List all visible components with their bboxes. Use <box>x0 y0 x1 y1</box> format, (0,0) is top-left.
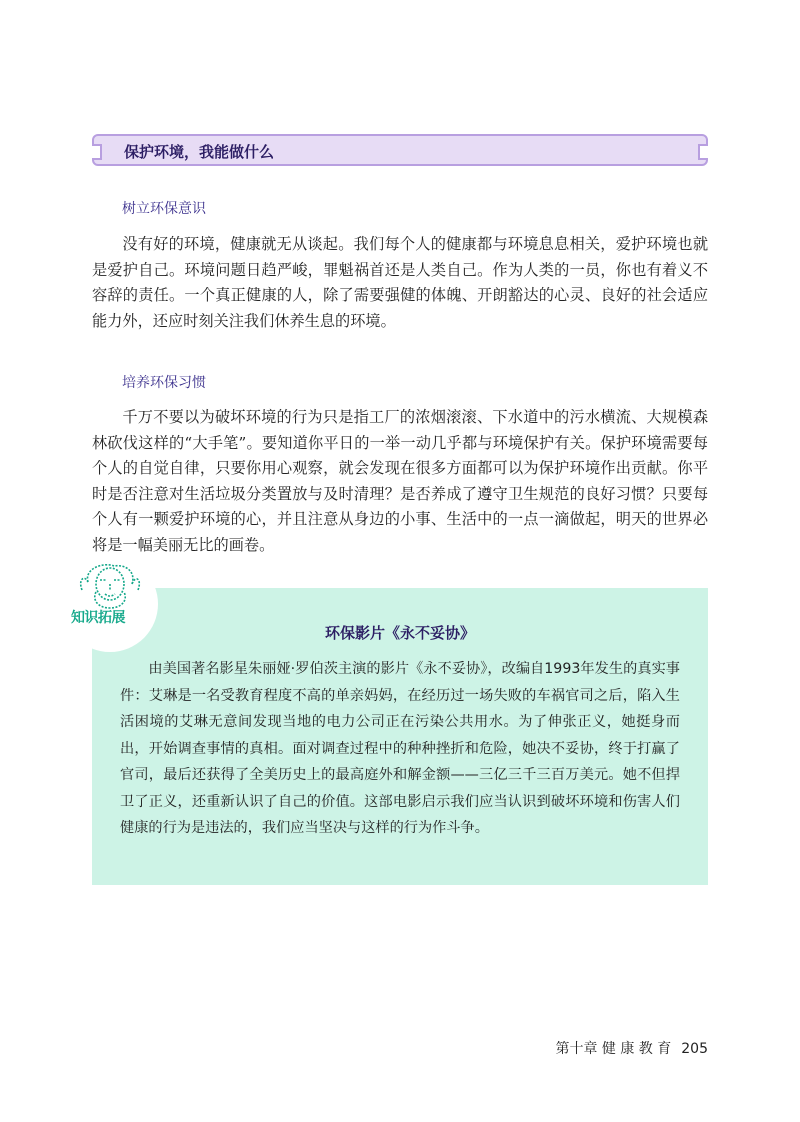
paragraph-awareness: 没有好的环境，健康就无从谈起。我们每个人的健康都与环境息息相关，爱护环境也就是爱护自己。环境问题日趋严峻，罪魁祸首还是人类自己。作为人类的一员，你也有着义不容辞的责任。一个真正健康的人，除了需要强健的体魄、开朗豁达的心灵、良好的社会适应能力外，还应时刻关注我们休养生息的环境。 <box>92 235 708 330</box>
page-footer <box>555 1038 708 1058</box>
knowledge-box <box>92 588 708 885</box>
section-title: 保护环境，我能做什么 <box>124 143 275 161</box>
section-header-bar <box>92 134 708 166</box>
chapter-label: 第十章 健 康 教 育 <box>555 1041 672 1057</box>
bar-notch-left <box>92 144 102 160</box>
bar-notch-right <box>698 144 708 160</box>
box-title: 环保影片《永不妥协》 <box>324 624 475 642</box>
knowledge-expansion-badge: 知识拓展 <box>71 610 125 626</box>
box-text: 由美国著名影星朱丽娅·罗伯茨主演的影片《永不妥协》，改编自1993年发生的真实事件：艾琳是一名受教育程度不高的单亲妈妈，在经历过一场失败的车祸官司之后，陷入生活困境的艾琳无意间发现当地的电力公司正在污染公共用水。为了伸张正义，她挺身而出，开始调查事情的真相。面对调查过程中的种种挫折和危险，她决不妥协，终于打赢了官司，最后还获得了全美历史上的最高庭外和解金额——三亿三千三百万美元。她不但捍卫了正义，还重新认识了自己的价值。这部电影启示我们应当认识到破坏环境和伤害人们健康的行为是违法的，我们应当坚决与这样的行为作斗争。 <box>120 661 680 836</box>
subheading-habits: 培养环保习惯 <box>122 375 206 391</box>
scholar-portrait-icon <box>74 560 146 610</box>
subheading-awareness: 树立环保意识 <box>122 201 206 217</box>
page-number: 205 <box>681 1041 708 1057</box>
paragraph-habits: 千万不要以为破坏环境的行为只是指工厂的浓烟滚滚、下水道中的污水横流、大规模森林砍伐这样的“大手笔”。要知道你平日的一举一动几乎都与环境保护有关。保护环境需要每个人的自觉自律，只要你用心观察，就会发现在很多方面都可以为保护环境作出贡献。你平时是否注意对生活垃圾分类置放与及时清理？是否养成了遵守卫生规范的良好习惯？只要每个人有一颗爱护环境的心，并且注意从身边的小事、生活中的一点一滴做起，明天的世界必将是一幅美丽无比的画卷。 <box>92 408 708 554</box>
